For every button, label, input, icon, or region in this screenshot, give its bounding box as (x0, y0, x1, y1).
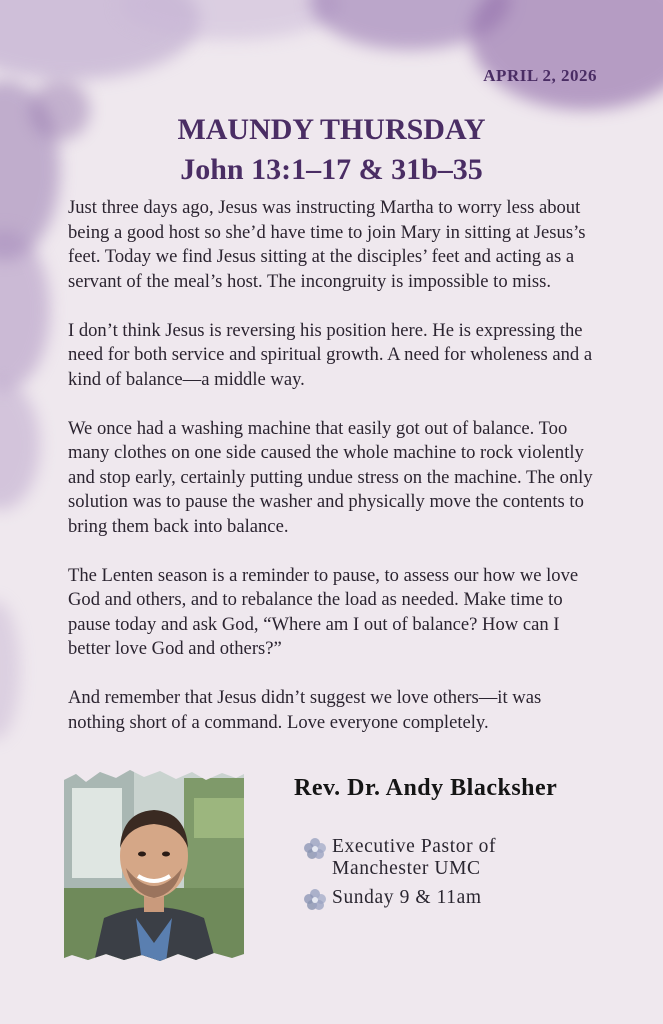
paragraph: The Lenten season is a reminder to pause, to assess our how we love God and others, and to rebalance the load as needed. Make time to pause today and ask God, “Where am I out of balance? How can I better love God and others?” (68, 564, 579, 659)
paragraph: Just three days ago, Jesus was instructing Martha to worry less about being a good host so she’d have time to join Mary in sitting at Jesus’s feet. Today we find Jesus sitting at the disciples’ feet and acting as a servant of the meal’s host. The incongruity is impossible to miss. (68, 197, 586, 292)
date: APRIL 2, 2026 (483, 66, 597, 85)
title-line-1: MAUNDY THURSDAY (177, 113, 486, 146)
paragraph: We once had a washing machine that easily got out of balance. Too many clothes on one side caused the whole machine to rock violently and stop early, certainly putting undue stress on the machine. The only solution was to pause the washer and physically move the contents to bring them back into balance. (68, 417, 593, 537)
scripture-reference: John 13:1–17 & 31b–35 (180, 153, 483, 186)
devotional-body (68, 196, 600, 760)
author-name: Rev. Dr. Andy Blacksher (294, 775, 558, 801)
author-photo (64, 768, 244, 962)
service-time-text: Sunday 9 & 11am (332, 887, 482, 908)
service-times (302, 887, 632, 911)
author-role (302, 836, 632, 880)
flower-icon (302, 836, 328, 860)
role-line-2: Manchester UMC (332, 858, 481, 879)
paragraph: And remember that Jesus didn’t suggest we love others—it was nothing short of a command. Love everyone completely. (68, 687, 542, 733)
role-line-1: Executive Pastor of (332, 836, 497, 857)
flower-icon (302, 887, 328, 911)
author-portrait (64, 768, 244, 962)
page-title (0, 110, 663, 190)
paragraph: I don’t think Jesus is reversing his position here. He is expressing the need for both service and spiritual growth. A need for wholeness and a kind of balance—a middle way. (68, 319, 593, 390)
